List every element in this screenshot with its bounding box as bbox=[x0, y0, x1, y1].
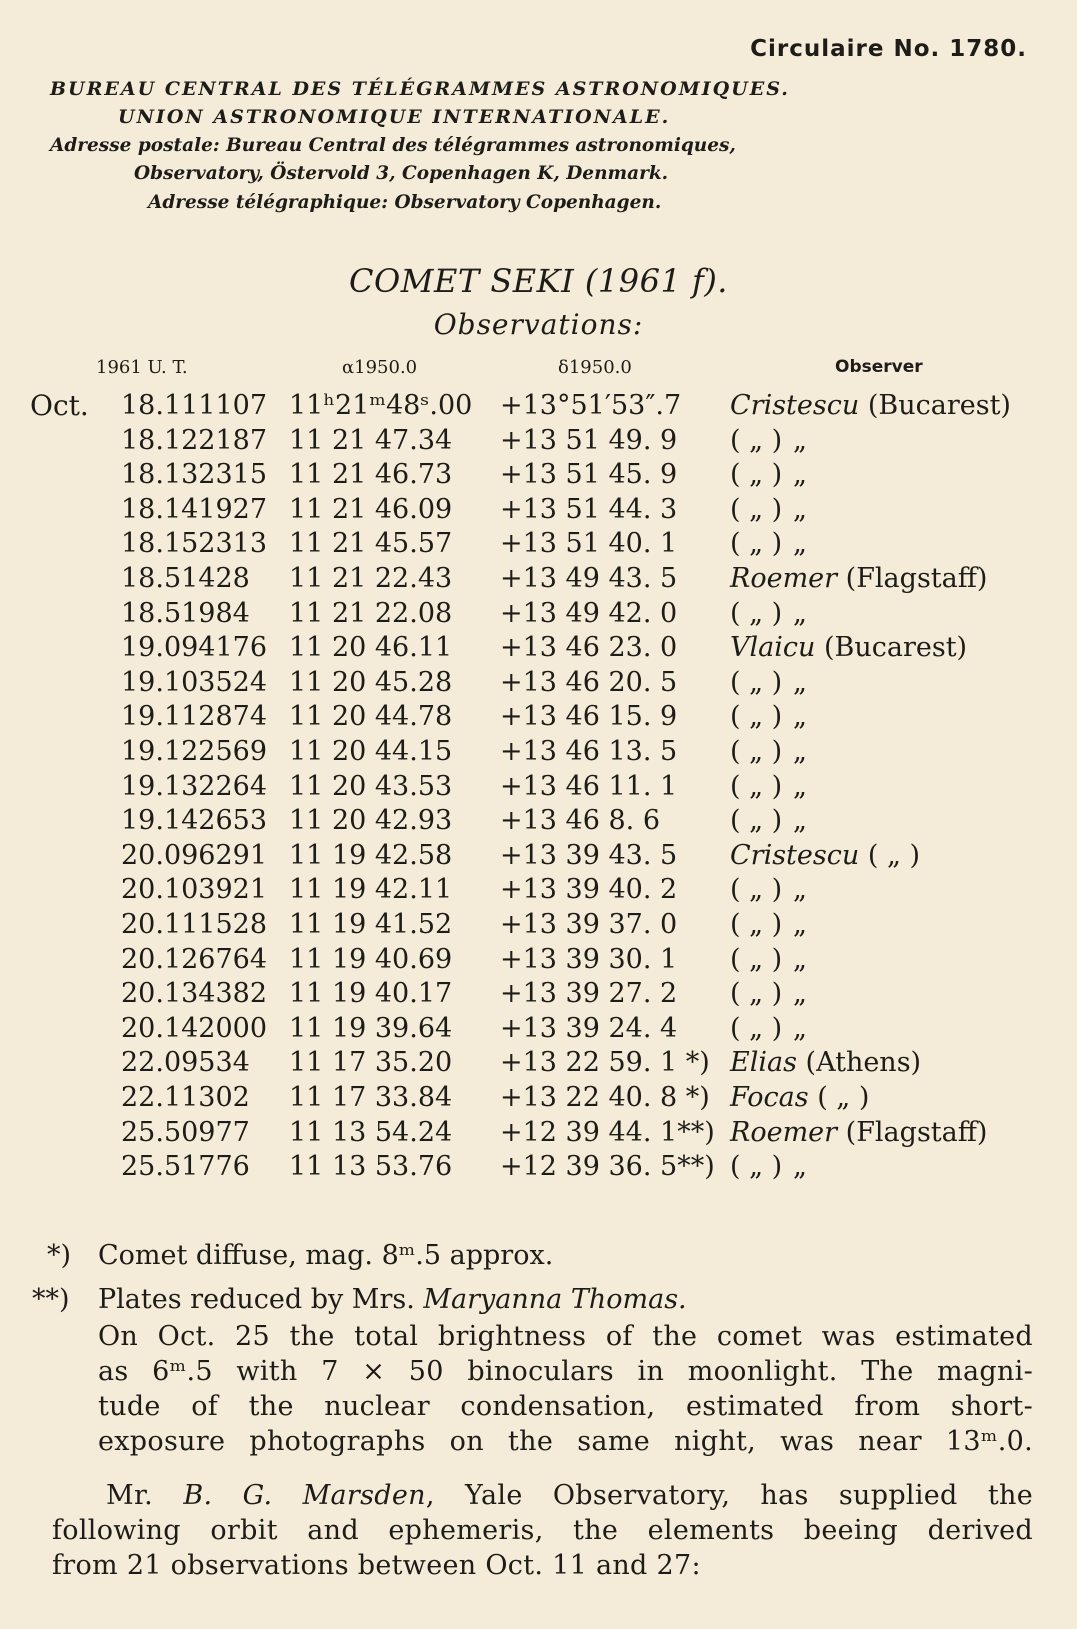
observation-declination: +13 51 40. 1 bbox=[500, 528, 678, 560]
table-row bbox=[0, 598, 1077, 634]
observer-name: „ bbox=[793, 1151, 807, 1183]
table-row bbox=[0, 701, 1077, 737]
observer-name: „ bbox=[793, 943, 807, 975]
table-row bbox=[0, 978, 1077, 1014]
observation-right-ascension: 11 20 45.28 bbox=[289, 666, 453, 698]
observation-declination: +13 39 27. 2 bbox=[500, 978, 678, 1010]
observation-date: 25.50977 bbox=[121, 1116, 250, 1148]
observer-location: (Flagstaff) bbox=[845, 563, 988, 594]
observation-observer bbox=[730, 666, 807, 698]
observation-right-ascension: 11 19 42.11 bbox=[289, 874, 453, 906]
observer-location: ( „ ) bbox=[730, 1151, 783, 1183]
observation-observer bbox=[730, 701, 807, 733]
observer-location: ( „ ) bbox=[730, 493, 783, 525]
table-row bbox=[0, 425, 1077, 461]
observation-right-ascension: 11 21 45.57 bbox=[289, 528, 453, 560]
observer-location: ( „ ) bbox=[730, 459, 783, 491]
observation-date: 20.142000 bbox=[121, 1012, 268, 1044]
observation-right-ascension: 11 19 40.69 bbox=[289, 943, 453, 975]
observer-name: „ bbox=[793, 528, 807, 560]
observer-name: „ bbox=[793, 978, 807, 1010]
observation-right-ascension: 11 19 42.58 bbox=[289, 839, 453, 871]
observation-right-ascension: 11 17 33.84 bbox=[289, 1082, 453, 1113]
observation-observer bbox=[730, 1047, 921, 1078]
observation-right-ascension: 11 20 46.11 bbox=[289, 632, 453, 664]
observation-observer bbox=[730, 770, 807, 802]
observation-right-ascension: 11 21 22.08 bbox=[289, 597, 453, 629]
observation-date: 20.126764 bbox=[121, 943, 268, 975]
observation-declination: +13 46 8. 6 bbox=[500, 805, 661, 837]
observation-date: 18.111107 bbox=[121, 390, 268, 421]
observation-date: 20.096291 bbox=[121, 839, 268, 871]
observation-date: 20.134382 bbox=[121, 978, 268, 1010]
observation-date: 18.51428 bbox=[121, 563, 250, 594]
observation-declination: +13 46 23. 0 bbox=[500, 632, 678, 664]
observation-right-ascension: 11 17 35.20 bbox=[289, 1047, 453, 1079]
observer-location: (Bucarest) bbox=[867, 390, 1011, 421]
observer-location: ( „ ) bbox=[730, 666, 783, 698]
observation-declination: +13 51 44. 3 bbox=[500, 493, 678, 525]
observation-declination: +13 22 40. 8 *) bbox=[500, 1082, 710, 1113]
observation-date: 18.152313 bbox=[121, 528, 268, 560]
column-header-date: 1961 U. T. bbox=[96, 357, 188, 378]
observation-observer bbox=[730, 390, 1011, 421]
observation-declination: +13°51′53″.7 bbox=[500, 390, 682, 421]
observation-date: 19.122569 bbox=[121, 736, 268, 767]
observation-date: 18.122187 bbox=[121, 424, 268, 456]
observation-observer bbox=[730, 1151, 807, 1183]
table-row bbox=[0, 1151, 1077, 1187]
observation-right-ascension: 11 21 46.09 bbox=[289, 493, 453, 525]
postal-address-line-1: Adresse postale: Bureau Central des télégrammes astronomiques, bbox=[50, 135, 736, 156]
observer-location: ( „ ) bbox=[730, 528, 783, 560]
observation-right-ascension: 11 19 41.52 bbox=[289, 909, 453, 940]
observation-declination: +13 49 42. 0 bbox=[500, 597, 678, 629]
observation-date: 20.103921 bbox=[121, 874, 268, 906]
marsden-line-1-rest: , Yale Observatory, has supplied the bbox=[425, 1480, 1033, 1511]
observation-right-ascension: 11 13 53.76 bbox=[289, 1151, 453, 1183]
table-row bbox=[0, 563, 1077, 599]
observation-observer bbox=[730, 736, 807, 767]
observation-right-ascension: 11 20 43.53 bbox=[289, 770, 453, 802]
observation-declination: +13 46 20. 5 bbox=[500, 666, 678, 698]
observer-name: „ bbox=[793, 874, 807, 906]
observation-declination: +13 51 45. 9 bbox=[500, 459, 678, 491]
observation-declination: +13 22 59. 1 *) bbox=[500, 1047, 710, 1079]
observation-declination: +13 51 49. 9 bbox=[500, 424, 678, 456]
observer-location: ( „ ) bbox=[730, 597, 783, 629]
observer-name: Roemer bbox=[730, 563, 838, 594]
marsden-name: B. G. Marsden bbox=[183, 1480, 426, 1511]
telegraph-address: Adresse télégraphique: Observatory Copenhagen. bbox=[148, 192, 662, 213]
footnote-2-text bbox=[98, 1284, 687, 1315]
footnote-2-name: Maryanna Thomas. bbox=[423, 1284, 687, 1315]
table-row bbox=[0, 1117, 1077, 1153]
month-label: Oct. bbox=[30, 389, 89, 422]
observation-declination: +12 39 36. 5**) bbox=[500, 1151, 715, 1183]
marsden-line-3: from 21 observations between Oct. 11 and 27: bbox=[52, 1550, 701, 1581]
paragraph-line: as 6ᵐ.5 with 7 × 50 binoculars in moonlight. The magni- bbox=[98, 1356, 1033, 1387]
observer-location: (Bucarest) bbox=[823, 632, 968, 664]
observer-name: Roemer bbox=[730, 1116, 838, 1148]
observer-name: „ bbox=[793, 701, 807, 733]
observer-location: ( „ ) bbox=[730, 943, 783, 975]
observer-location: ( „ ) bbox=[730, 909, 783, 940]
observation-date: 22.11302 bbox=[121, 1082, 250, 1113]
table-row bbox=[0, 494, 1077, 530]
observation-observer bbox=[730, 493, 807, 525]
table-row bbox=[0, 944, 1077, 980]
observation-declination: +13 39 24. 4 bbox=[500, 1012, 678, 1044]
table-row bbox=[0, 390, 1077, 426]
observer-location: ( „ ) bbox=[730, 424, 783, 456]
observation-observer bbox=[730, 1012, 807, 1044]
observer-name: „ bbox=[793, 805, 807, 837]
observation-observer bbox=[730, 943, 807, 975]
table-row bbox=[0, 874, 1077, 910]
observation-right-ascension: 11 20 42.93 bbox=[289, 805, 453, 837]
observer-name: Vlaicu bbox=[730, 632, 816, 664]
observation-observer bbox=[730, 632, 967, 663]
observation-declination: +12 39 44. 1**) bbox=[500, 1116, 715, 1148]
observation-date: 19.103524 bbox=[121, 666, 268, 698]
observation-declination: +13 39 40. 2 bbox=[500, 874, 678, 906]
table-row bbox=[0, 1013, 1077, 1049]
observation-right-ascension: 11ʰ21ᵐ48ˢ.00 bbox=[289, 390, 473, 421]
observer-name: Cristescu bbox=[730, 839, 860, 871]
footnote-2-prefix: Plates reduced by Mrs. bbox=[98, 1284, 424, 1315]
observation-date: 22.09534 bbox=[121, 1047, 250, 1079]
paragraph-line: tude of the nuclear condensation, estimated from short- bbox=[98, 1391, 1033, 1422]
observation-observer bbox=[730, 597, 807, 629]
table-row bbox=[0, 909, 1077, 945]
observation-declination: +13 49 43. 5 bbox=[500, 563, 678, 594]
observation-date: 19.094176 bbox=[121, 632, 268, 664]
observation-right-ascension: 11 20 44.78 bbox=[289, 701, 453, 733]
observation-observer bbox=[730, 874, 807, 906]
marsden-line-2: following orbit and ephemeris, the elements beeing derived bbox=[52, 1515, 1033, 1546]
table-row bbox=[0, 632, 1077, 668]
observation-right-ascension: 11 20 44.15 bbox=[289, 736, 453, 767]
table-row bbox=[0, 1082, 1077, 1118]
observer-location: ( „ ) bbox=[730, 805, 783, 837]
footnote-1-text: Comet diffuse, mag. 8ᵐ.5 approx. bbox=[98, 1240, 554, 1271]
observer-name: „ bbox=[793, 666, 807, 698]
observations-heading: Observations: bbox=[433, 308, 644, 341]
observation-declination: +13 39 30. 1 bbox=[500, 943, 678, 975]
brightness-paragraph bbox=[98, 1319, 1033, 1459]
observation-declination: +13 39 43. 5 bbox=[500, 839, 678, 871]
union-title: UNION ASTRONOMIQUE INTERNATIONALE. bbox=[118, 106, 671, 128]
observer-location: (Athens) bbox=[805, 1047, 922, 1079]
observer-name: „ bbox=[793, 1012, 807, 1044]
observer-name: „ bbox=[793, 736, 807, 767]
observation-date: 19.132264 bbox=[121, 770, 268, 802]
observation-observer bbox=[730, 528, 807, 560]
observation-observer bbox=[730, 909, 807, 940]
observer-name: „ bbox=[793, 909, 807, 940]
column-header-observer: Observer bbox=[835, 357, 923, 377]
observation-date: 18.132315 bbox=[121, 459, 268, 491]
marsden-line-1 bbox=[52, 1478, 1033, 1513]
footnote-2-mark: **) bbox=[32, 1284, 70, 1315]
paragraph-line: exposure photographs on the same night, was near 13ᵐ.0. bbox=[98, 1426, 1033, 1457]
observation-observer bbox=[730, 1117, 987, 1148]
observer-location: ( „ ) bbox=[817, 1082, 870, 1113]
observer-location: ( „ ) bbox=[867, 839, 921, 871]
observer-location: ( „ ) bbox=[730, 1012, 783, 1044]
observation-date: 25.51776 bbox=[121, 1151, 250, 1183]
observer-name: „ bbox=[793, 424, 807, 456]
observer-location: ( „ ) bbox=[730, 978, 783, 1010]
observation-right-ascension: 11 13 54.24 bbox=[289, 1116, 453, 1148]
observation-right-ascension: 11 21 46.73 bbox=[289, 459, 453, 491]
table-row bbox=[0, 805, 1077, 841]
observation-declination: +13 46 11. 1 bbox=[500, 770, 678, 802]
comet-title: COMET SEKI (1961 f). bbox=[349, 262, 728, 300]
observation-right-ascension: 11 21 47.34 bbox=[289, 424, 453, 456]
observer-name: Elias bbox=[730, 1047, 797, 1079]
column-header-dec: δ1950.0 bbox=[558, 357, 632, 378]
table-row bbox=[0, 771, 1077, 807]
observation-date: 20.111528 bbox=[121, 909, 268, 940]
bureau-title: BUREAU CENTRAL DES TÉLÉGRAMMES ASTRONOMIQUES. bbox=[50, 78, 790, 100]
observer-name: Cristescu bbox=[730, 390, 860, 421]
observation-observer bbox=[730, 1082, 869, 1113]
observation-right-ascension: 11 21 22.43 bbox=[289, 563, 453, 594]
observer-location: ( „ ) bbox=[730, 736, 783, 767]
table-row bbox=[0, 667, 1077, 703]
table-row bbox=[0, 840, 1077, 876]
observer-location: ( „ ) bbox=[730, 701, 783, 733]
observer-name: Focas bbox=[730, 1082, 809, 1113]
observation-right-ascension: 11 19 39.64 bbox=[289, 1012, 453, 1044]
observation-date: 18.141927 bbox=[121, 493, 268, 525]
observation-declination: +13 39 37. 0 bbox=[500, 909, 678, 940]
observation-observer bbox=[730, 563, 987, 594]
marsden-prefix: Mr. bbox=[106, 1480, 184, 1511]
observation-date: 18.51984 bbox=[121, 597, 250, 629]
observation-observer bbox=[730, 424, 807, 456]
observer-name: „ bbox=[793, 597, 807, 629]
footnote-1-mark: *) bbox=[47, 1240, 72, 1271]
marsden-paragraph bbox=[52, 1478, 1033, 1583]
observation-observer bbox=[730, 978, 807, 1010]
table-row bbox=[0, 459, 1077, 495]
postal-address-line-2: Observatory, Östervold 3, Copenhagen K, Denmark. bbox=[134, 163, 669, 184]
observation-declination: +13 46 13. 5 bbox=[500, 736, 678, 767]
observer-location: ( „ ) bbox=[730, 874, 783, 906]
circular-number: Circulaire No. 1780. bbox=[750, 36, 1027, 62]
observer-name: „ bbox=[793, 459, 807, 491]
table-row bbox=[0, 736, 1077, 772]
table-row bbox=[0, 1047, 1077, 1083]
observation-observer bbox=[730, 805, 807, 837]
observation-declination: +13 46 15. 9 bbox=[500, 701, 678, 733]
observer-location: ( „ ) bbox=[730, 770, 783, 802]
observer-name: „ bbox=[793, 770, 807, 802]
column-header-ra: α1950.0 bbox=[342, 357, 418, 378]
paragraph-line: On Oct. 25 the total brightness of the comet was estimated bbox=[98, 1321, 1033, 1352]
observer-name: „ bbox=[793, 493, 807, 525]
observation-observer bbox=[730, 459, 807, 491]
observation-observer bbox=[730, 840, 920, 871]
table-row bbox=[0, 528, 1077, 564]
observer-location: (Flagstaff) bbox=[845, 1116, 988, 1148]
observation-date: 19.112874 bbox=[121, 701, 268, 733]
observation-right-ascension: 11 19 40.17 bbox=[289, 978, 453, 1010]
observation-date: 19.142653 bbox=[121, 805, 268, 837]
